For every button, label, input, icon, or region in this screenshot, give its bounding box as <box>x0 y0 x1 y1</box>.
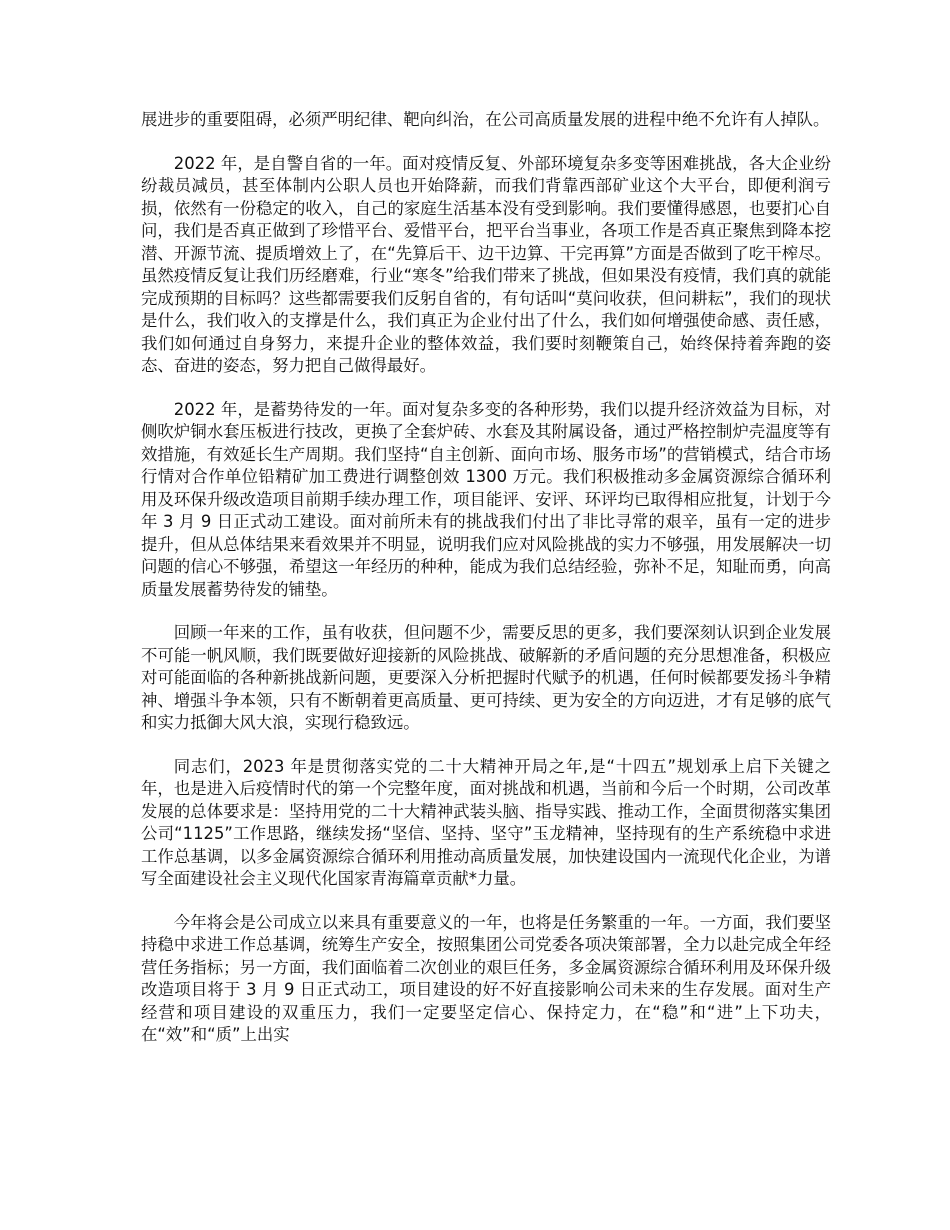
paragraph-review: 回顾一年来的工作，虽有收获，但问题不少，需要反思的更多，我们要深刻认识到企业发展不可能一帆风顺，我们既要做好迎接新的风险挑战、破解新的矛盾问题的充分思想准备，积极应对可能面临的各种新挑战新问题，更要深入分析把握时代赋予的机遇，任何时候都要发扬斗争精神、增强斗争本领，只有不断朝着更高质量、更可持续、更为安全的方向迈进，才有足够的底气和实力抵御大风大浪，实现行稳致远。 <box>141 623 831 732</box>
paragraph-2023-requirements: 同志们，2023 年是贯彻落实党的二十大精神开局之年,是“十四五”规划承上启下关键之年，也是进入后疫情时代的第一个完整年度，面对挑战和机遇，当前和今后一个时期，公司改革发展的总体要求是：坚持用党的二十大精神武装头脑、指导实践、推动工作，全面贯彻落实集团公司“1125”工作思路，继续发扬“坚信、坚持、坚守”玉龙精神，坚持现有的生产系统稳中求进工作总基调，以多金属资源综合循环利用推动高质量发展，加快建设国内一流现代化企业，为谱写全面建设社会主义现代化国家青海篇章贡献*力量。 <box>141 756 831 888</box>
paragraph-this-year: 今年将会是公司成立以来具有重要意义的一年，也将是任务繁重的一年。一方面，我们要坚持稳中求进工作总基调，统筹生产安全，按照集团公司党委各项决策部署，全力以赴完成全年经营任务指标；另一方面，我们面临着二次创业的艰巨任务，多金属资源综合循环利用及环保升级改造项目将于 3 月 9 日正式动工，项目建设的好不好直接影响公司未来的生存发展。面对生产经营和项目建设的双重压力，我们一定要坚定信心、保持定力，在“稳”和“进”上下功夫，在“效”和“质”上出实 <box>141 912 831 1044</box>
paragraph-2022-gathering-strength: 2022 年，是蓄势待发的一年。面对复杂多变的各种形势，我们以提升经济效益为目标，对侧吹炉铜水套压板进行技改，更换了全套炉砖、水套及其附属设备，通过严格控制炉壳温度等有效措施，有效延长生产周期。我们坚持“自主创新、面向市场、服务市场”的营销模式，结合市场行情对合作单位铅精矿加工费进行调整创效 1300 万元。我们积极推动多金属资源综合循环利用及环保升级改造项目前期手续办理工作，项目能评、安评、环评均已取得相应批复，计划于今年 3 月 9 日正式动工建设。面对前所未有的挑战我们付出了非比寻常的艰辛，虽有一定的进步提升，但从总体结果来看效果并不明显，说明我们应对风险挑战的实力不够强，用发展解决一切问题的信心不够强，希望这一年经历的种种，能成为我们总结经验，弥补不足，知耻而勇，向高质量发展蓄势待发的铺垫。 <box>141 399 831 599</box>
document-body <box>141 109 831 1068</box>
paragraph-2022-self-reflection: 2022 年，是自警自省的一年。面对疫情反复、外部环境复杂多变等困难挑战，各大企业纷纷裁员减员，甚至体制内公职人员也开始降薪，而我们背靠西部矿业这个大平台，即便利润亏损，依然有一份稳定的收入，自己的家庭生活基本没有受到影响。我们要懂得感恩，也要扪心自问，我们是否真正做到了珍惜平台、爱惜平台，把平台当事业，各项工作是否真正聚焦到降本挖潜、开源节流、提质增效上了，在“先算后干、边干边算、干完再算”方面是否做到了吃干榨尽。虽然疫情反复让我们历经磨难，行业“寒冬”给我们带来了挑战，但如果没有疫情，我们真的就能完成预期的目标吗？这些都需要我们反躬自省的，有句话叫“莫问收获，但问耕耘”，我们的现状是什么，我们收入的支撑是什么，我们真正为企业付出了什么，我们如何增强使命感、责任感，我们如何通过自身努力，来提升企业的整体效益，我们要时刻鞭策自己，始终保持着奔跑的姿态、奋进的姿态，努力把自己做得最好。 <box>141 153 831 375</box>
paragraph-continued: 展进步的重要阻碍，必须严明纪律、靶向纠治，在公司高质量发展的进程中绝不允许有人掉队。 <box>141 110 830 129</box>
